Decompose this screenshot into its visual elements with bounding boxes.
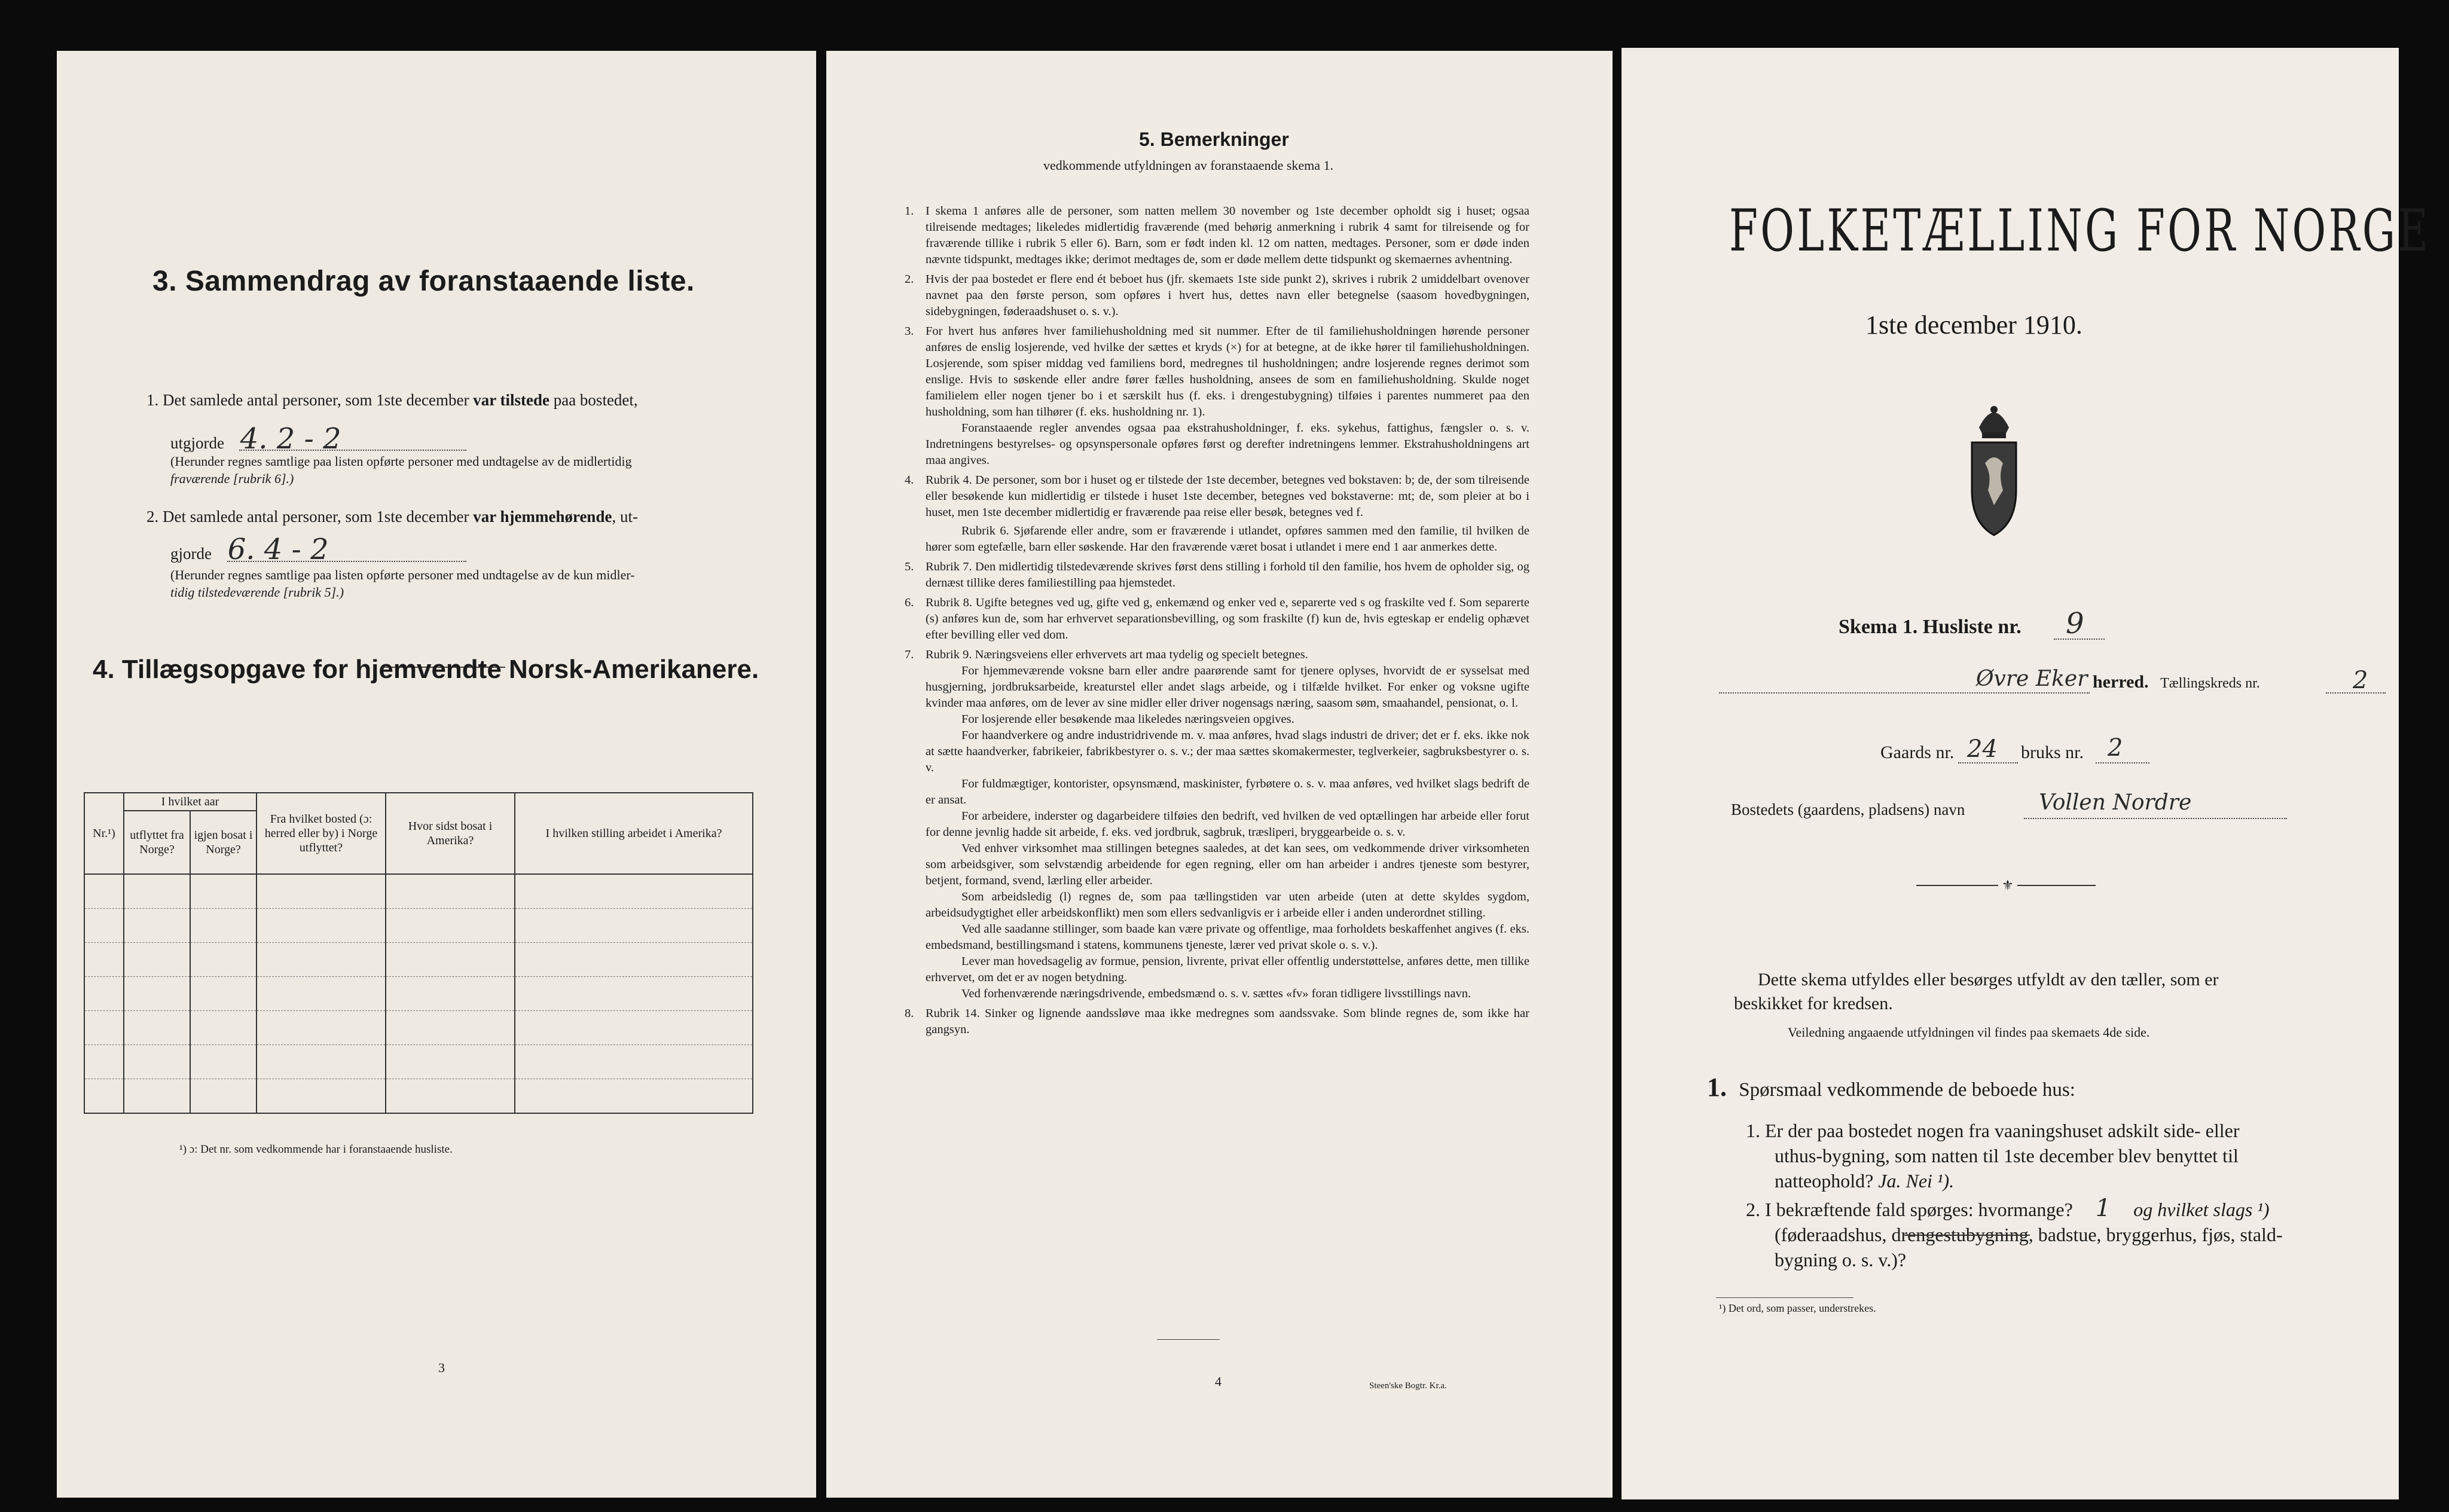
- handwritten-resident-count: 6. 4 - 2: [227, 533, 329, 566]
- dotted-line: [1719, 692, 2090, 694]
- summary-item-2-value: gjorde 6. 4 - 2: [170, 533, 329, 566]
- dotted-line: [1958, 762, 2018, 763]
- dotted-line: [2024, 818, 2287, 819]
- remark-item: Rubrik 6. Sjøfarende eller andre, som er fraværende i utlandet, opføres sammen med den familie, til hvilken de hører som egtefælle, barn eller søskende. Har den fraværende været bosat i utlandet i mere end 1 aar anmerkes dette.: [926, 524, 1529, 554]
- norway-coat-of-arms-icon: [1961, 386, 2027, 541]
- page-1-footnote: ¹) Det ord, som passer, understrekes.: [1719, 1302, 1876, 1314]
- ornament-icon: ⚜: [1998, 878, 2017, 893]
- remark-item: Ved enhver virksomhet maa stillingen betegnes saaledes, at det kan sees, om vedkommende driver virksomheten som arbeidsgiver, som selvstændig arbeidende for egen regning, eller om han arbeider i andres tjeneste som bestyrer, betjent, formand, svend, lærling eller arbeider.: [926, 842, 1529, 887]
- summary-item-1: 1. Det samlede antal personer, som 1ste december var tilstede paa bostedet,: [146, 391, 638, 409]
- dotted-line: [239, 450, 466, 451]
- remark-item: 5. Rubrik 7. Den midlertidig tilstedeværende skrives først dens stilling i forhold til den familie, hos hvem de opholder sig, og dernæst tillike deres familiestilling paa hjemstedet.: [905, 560, 1529, 589]
- remark-item: 6. Rubrik 8. Ugifte betegnes ved ug, gifte ved g, enkemænd og enker ved e, separerte ved s og fraskilte ved f. Som separerte (s) anføres kun de, som har erhvervet separationsbevilling, og som fraskilte (f) kun de, hvis egteskap er endelig ophævet efter bevilling eller ved dom.: [905, 596, 1529, 642]
- table-footnote: ¹) ɔ: Det nr. som vedkommende har i foranstaaende husliste.: [179, 1143, 453, 1156]
- bosted-label: Bostedets (gaardens, pladsens) navn: [1731, 801, 1965, 818]
- summary-item-2: 2. Det samlede antal personer, som 1ste december var hjemmehørende, ut-: [146, 508, 638, 526]
- husliste-number: 9: [2066, 607, 2084, 640]
- section-5-subtitle: vedkommende utfyldningen av foranstaaende skema 1.: [1043, 158, 1334, 173]
- skema-label: Skema 1. Husliste nr.: [1839, 616, 2022, 638]
- col-hvilket-aar: I hvilket aar: [124, 793, 256, 811]
- remark-item: Foranstaaende regler anvendes ogsaa paa ekstrahusholdninger, f. eks. sykehus, fattighus, fængsler o. s. v. Indretningens bestyrelses- og opsynspersonale opføres først og derefter indretningens lemmer. Ekstrahusholdningens art maa angives.: [926, 421, 1529, 467]
- summary-item-1-note: (Herunder regnes samtlige paa listen opførte personer med undtagelse av de midlertidig fraværende [rubrik 6].): [170, 454, 632, 486]
- table-row: [84, 1045, 753, 1079]
- remark-item: For fuldmægtiger, kontorister, opsynsmænd, maskinister, fyrbøtere o. s. v. maa anføres, ved hvilket slags bedrift de er ansat.: [926, 777, 1529, 807]
- summary-item-1-value: utgjorde 4. 2 - 2: [170, 422, 341, 456]
- col-nr: Nr.¹): [84, 793, 124, 874]
- dotted-line: [2054, 639, 2105, 640]
- section-4-title: 4. Tillægsopgave for hjemvendte Norsk-Amerikanere.: [93, 655, 759, 684]
- gaards-label: Gaards nr.: [1880, 743, 1955, 762]
- yes-no-answer: Ja. Nei ¹).: [1878, 1170, 1955, 1192]
- table-row: [84, 977, 753, 1011]
- remark-item: For arbeidere, inderster og dagarbeidere tilføies den bedrift, ved hvilken de ved optællingen har arbeide eller forut for denne jevnlig hadde sit arbeide, f. eks. ved jordbruk, sagbruk, træsliperi, bryggearbeide o. s. v.: [926, 810, 1529, 839]
- remark-item: Ved forhenværende næringsdrivende, embedsmænd o. s. v. sættes «fv» foran tidligere livsstillings navn.: [961, 987, 1471, 1000]
- section-5-title: 5. Bemerkninger: [1139, 129, 1289, 150]
- question-2: 2. I bekræftende fald spørges: hvormange? 1 og hvilket slags ¹) (føderaadshus, drengestubygning, badstue, bryggerhus, fjøs, stald- bygning o. s. v.)?: [1746, 1195, 2283, 1270]
- remark-item: 7. Rubrik 9. Næringsveiens eller erhvervets art maa tydelig og specielt betegnes.: [905, 648, 1308, 661]
- dotted-line: [2326, 692, 2386, 694]
- form-title: FOLKETÆLLING FOR NORGE: [1729, 197, 2431, 264]
- census-date: 1ste december 1910.: [1865, 310, 2082, 340]
- kreds-number: 2: [2353, 667, 2368, 694]
- table-row: [84, 909, 753, 943]
- gaards-number: 24: [1967, 735, 1998, 763]
- remark-item: Lever man hovedsagelig av formue, pension, livrente, privat eller offentlig understøttelse, anføres dette, men tillike erhvervet, om det er av nogen betydning.: [926, 955, 1529, 984]
- bosted-name: Vollen Nordre: [2039, 790, 2192, 815]
- remark-item: 1. I skema 1 anføres alle de personer, som natten mellem 30 november og 1ste december opholdt sig i huset; ogsaa tilreisende medtages; likeledes midlertidig fraværende (med behørig anmerkning i rubrik 4 samt for tilreisende og for fraværende tillike i rubrik 5 eller 6). Barn, som er født inden kl. 12 om natten, medtages. Personer, som er døde inden nævnte tidspunkt, medtages ikke; derimot medtages de, som er døde mellem dette tidspunkt og skemaernes avhentning.: [905, 204, 1529, 266]
- underline-drengestubygning: [1904, 1235, 2030, 1236]
- page-number-4: 4: [1215, 1374, 1222, 1389]
- col-igjen-bosat: igjen bosat i Norge?: [190, 811, 256, 874]
- handwritten-present-count: 4. 2 - 2: [240, 422, 341, 456]
- table-row: [84, 1079, 753, 1114]
- remark-item: For hjemmeværende voksne barn eller andre paarørende samt for tjenere oplyses, hvorvidt de er sysselsat med husgjerning, jordbruksarbeide, kreaturstel eller andet slags arbeide, og i tilfælde hvilket. For enker og voksne ugifte kvinder maa anføres, om de lever av sine midler eller driver nogensags næring, saasom søm, smaahandel, pensionat, o. l.: [926, 664, 1529, 710]
- bruks-label: bruks nr.: [2021, 743, 2084, 762]
- remark-item: 4. Rubrik 4. De personer, som bor i huset og er tilstede der 1ste december, betegnes ved bokstaven: b; de, der som tilreisende eller besøkende kun midlertidig er tilstede i huset 1ste december, betegnes ved bokstaverne: mt; de, som pleier at bo i huset, men 1ste december midlertidig er fraværende paa reise eller besøk, betegnes ved f.: [905, 474, 1529, 519]
- col-hvor-bosat: Hvor sidst bosat i Amerika?: [386, 793, 515, 874]
- footnote-rule: [1716, 1297, 1853, 1298]
- dotted-line: [2096, 762, 2149, 763]
- page-number-3: 3: [438, 1360, 445, 1375]
- bruks-number: 2: [2108, 734, 2123, 762]
- table-row: [84, 1011, 753, 1045]
- summary-item-2-note: (Herunder regnes samtlige paa listen opførte personer med undtagelse av de kun midler- tidig tilstedeværende [rubrik 5].): [170, 567, 635, 600]
- remark-item: Som arbeidsledig (l) regnes de, som paa tællingstiden var uten arbeide (uten at dette skyldes sygdom, arbeidsudygtighet eller arbeidskonflikt) men som ellers sedvanligvis er i arbeide eller i anden underordnet stilling.: [926, 890, 1529, 920]
- printer-imprint: Steen'ske Bogtr. Kr.a.: [1369, 1381, 1447, 1391]
- remark-item: Ved alle saadanne stillinger, som baade kan være private og offentlige, maa forholdets beskaffenhet angives (f. eks. embedsmand, bestillingsmand i statens, kommunens tjeneste, lærer ved privat skole o. s. v.).: [926, 923, 1529, 952]
- col-utflyttet: utflyttet fra Norge?: [124, 811, 190, 874]
- herred-value: Øvre Eker: [1976, 667, 2088, 691]
- herred-label: herred. Tællingskreds nr.: [2093, 672, 2260, 692]
- section-3-title: 3. Sammendrag av foranstaaende liste.: [152, 265, 695, 297]
- intro-instruction: Veiledning angaaende utfyldningen vil findes paa skemaets 4de side.: [1788, 1025, 2150, 1040]
- dotted-line: [227, 561, 466, 562]
- table-row: [84, 943, 753, 977]
- page-1: [1622, 48, 2399, 1499]
- outbuilding-count: 1: [2095, 1195, 2111, 1222]
- remarks-list: [905, 203, 1529, 1038]
- remark-item: For haandverkere og andre industridrivende m. v. maa anføres, hvad slags industri de driver; det er f. eks. ikke nok at sætte haandverker, fabrikeier, fabrikbestyrer o. s. v.; der maa sættes skomakermester, teglverkeier, sagbruksbestyrer o. s. v.: [926, 729, 1529, 774]
- intro-line-2: beskikket for kredsen.: [1734, 994, 1893, 1013]
- remark-item: 3. For hvert hus anføres hver familiehusholdning med sit nummer. Efter de til familiehusholdningen hørende personer anføres de enslig losjerende, ved hvilke der sættes et kryds (×) for at betegne, at de ikke hører til familiehusholdningen. Losjerende, som spiser middag ved familiens bord, medregnes til husholdningen; andre losjerende regnes derimot som enslige. Hvis to søskende eller andre fører fælles husholdning, ansees de som en familiehusholdning. Skulde noget familielem eller nogen tjener bo i et særskilt hus (f. eks. i drengestubygning) tilføies i parentes nummeret paa den husholdning, som han tilhører (f. eks. husholdning nr. 1).: [905, 325, 1529, 419]
- col-stilling: I hvilken stilling arbeidet i Amerika?: [515, 793, 753, 874]
- question-heading: 1. Spørsmaal vedkommende de beboede hus:: [1707, 1073, 2075, 1102]
- norsk-amerikanere-table: [84, 792, 753, 1114]
- divider: [1157, 1339, 1220, 1340]
- remark-item: 2. Hvis der paa bostedet er flere end ét beboet hus (jfr. skemaets 1ste side punkt 2), skrives i rubrik 2 umiddelbart ovenover navnet paa den første person, som opføres i hvert hus, dettes navn eller betegnelse (saasom hovedbygningen, sidebygningen, føderaadshuset o. s. v.).: [905, 273, 1529, 318]
- table-row: [84, 874, 753, 909]
- remark-item: For losjerende eller besøkende maa likeledes næringsveien opgives.: [961, 713, 1294, 726]
- col-fra-bosted: Fra hvilket bosted (ɔ: herred eller by) i Norge utflyttet?: [256, 793, 386, 874]
- remark-item: 8. Rubrik 14. Sinker og lignende aandssløve maa ikke medregnes som aandssvake. Som blinde regnes de, som ikke har gangsyn.: [905, 1007, 1529, 1036]
- question-1: 1. Er der paa bostedet nogen fra vaaningshuset adskilt side- eller uthus-bygning, som natten til 1ste december blev benyttet til natteophold? Ja. Nei ¹).: [1746, 1120, 2240, 1192]
- intro-line-1: Dette skema utfyldes eller besørges utfyldt av den tæller, som er: [1758, 970, 2219, 989]
